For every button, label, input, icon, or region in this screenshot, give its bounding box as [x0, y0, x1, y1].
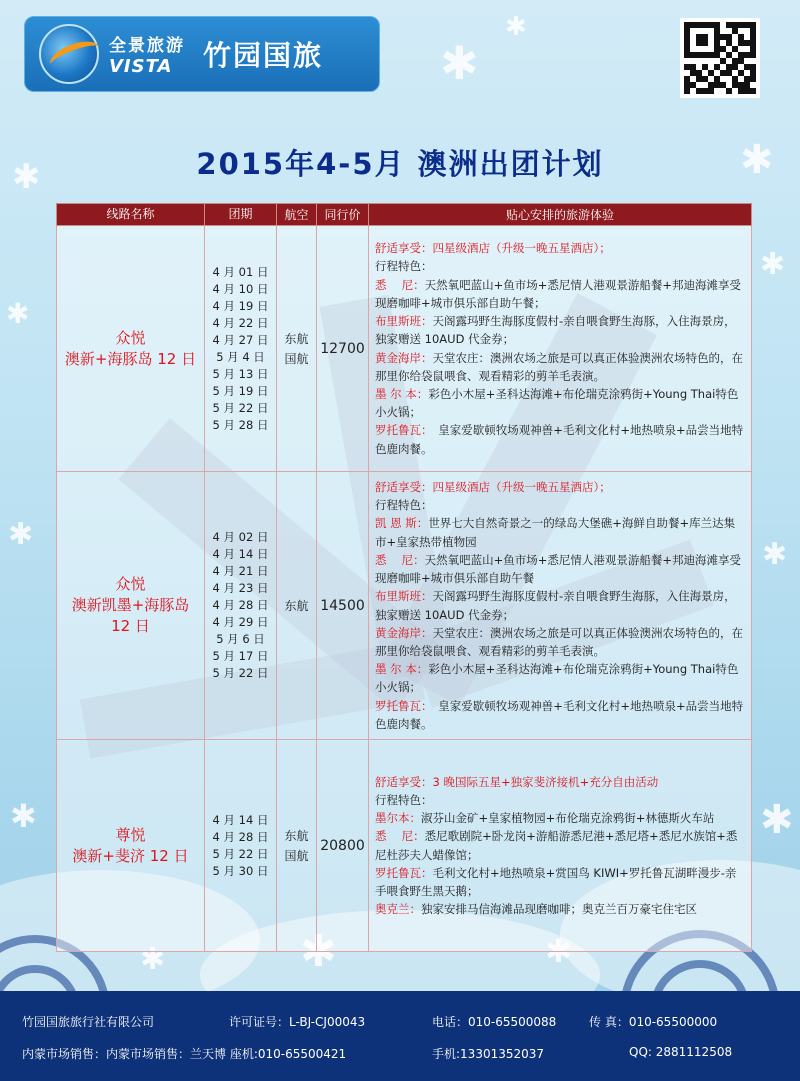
experience-cell [369, 226, 752, 472]
table-row [57, 740, 752, 952]
experience-label: 罗托鲁瓦： [375, 698, 427, 713]
experience-label: 墨 尔 本： [375, 662, 429, 677]
departure-date: 4 月 10 日 [212, 281, 269, 296]
experience-line [375, 421, 745, 457]
experience-text: 行程特色： [375, 498, 433, 513]
column-header-experience: 贴心安排的旅游体验 [369, 204, 752, 226]
tour-schedule-table [56, 203, 752, 952]
experience-line [375, 864, 745, 900]
departure-date: 4 月 19 日 [212, 298, 269, 313]
departure-date: 5 月 30 日 [212, 863, 269, 878]
qr-code-icon [680, 18, 760, 98]
route-name-line: 众悦 [115, 328, 146, 347]
airline-cell [277, 472, 317, 740]
footer-company: 竹园国旅旅行社有限公司 [22, 1015, 155, 1029]
experience-label: 罗托鲁瓦： [375, 423, 427, 438]
experience-text: 淑芬山金矿+皇家植物园+布伦瑞克涂鸦街+林德斯火车站 [421, 811, 715, 826]
experience-label: 黄金海岸： [375, 350, 433, 365]
price-cell: 12700 [317, 226, 369, 472]
departure-date: 5 月 22 日 [212, 666, 269, 680]
experience-text: 皇家爱歇顿牧场观神兽+毛利文化村+地热喷泉+品尝当地特色鹿肉餐。 [375, 698, 744, 731]
column-header-airline: 航空 [277, 204, 317, 226]
table-header-row [57, 204, 752, 226]
experience-label: 布里斯班： [375, 314, 433, 329]
airline-cell [277, 740, 317, 952]
column-header-price: 同行价 [317, 204, 369, 226]
route-name-line: 澳新+海豚岛 12 日 [64, 349, 197, 368]
route-name-cell [57, 472, 205, 740]
logo-chinese-text: 全景旅游 [109, 36, 185, 56]
experience-text: 彩色小木屋+圣科达海滩+布伦瑞克涂鸦街+Young Thai特色小火锅； [375, 386, 739, 420]
experience-label: 舒适享受：四星级酒店（升级一晚五星酒店）； [375, 480, 611, 495]
price-cell: 20800 [317, 740, 369, 952]
route-name-line: 众悦 [115, 575, 146, 593]
experience-line [375, 385, 745, 421]
footer-sales-contact: 内蒙市场销售：内蒙市场销售：兰天博 座机:010-65500421 [22, 1047, 347, 1061]
departure-dates-cell [205, 740, 277, 952]
experience-text: 天然氧吧蓝山+鱼市场+悉尼情人港观景游船餐+邦迪海滩享受现磨咖啡+城市俱乐部自助午餐 [375, 552, 742, 586]
experience-line [375, 239, 745, 257]
experience-line [375, 660, 745, 696]
experience-line [375, 587, 745, 623]
experience-label: 墨尔本： [375, 811, 421, 826]
column-header-dates: 团期 [205, 204, 277, 226]
experience-text: 彩色小木屋+圣科达海滩+布伦瑞克涂鸦街+Young Thai特色小火锅； [375, 662, 739, 695]
departure-date: 4 月 01 日 [212, 264, 269, 279]
experience-line [375, 551, 745, 587]
background-decoration: ✱ ✱ ✱ ✱ ✱ ✱ ✱ ✱ ✱ ✱ ✱ ✱ ✱ [0, 0, 800, 1081]
departure-date: 4 月 27 日 [212, 332, 269, 347]
departure-date: 4 月 14 日 [212, 812, 269, 827]
experience-line [375, 276, 745, 312]
experience-text: 皇家爱歇顿牧场观神兽+毛利文化村+地热喷泉+品尝当地特色鹿肉餐。 [375, 423, 744, 456]
route-name-line: 澳新+斐济 12 日 [72, 846, 189, 865]
experience-label: 布里斯班： [375, 589, 433, 604]
departure-date: 5 月 4 日 [216, 349, 265, 364]
experience-line [375, 809, 745, 827]
experience-line [375, 514, 745, 550]
airline-name: 国航 [284, 351, 309, 366]
airline-name: 东航 [284, 598, 309, 613]
experience-text: 天阁露玛野生海豚度假村-亲自喂食野生海豚，入住海景房，独家赠送 10AUD 代金券； [375, 314, 736, 347]
departure-date: 4 月 21 日 [212, 564, 269, 578]
company-logo [24, 16, 380, 92]
experience-text: 天堂农庄：澳洲农场之旅是可以真正体验澳洲农场特色的，在那里你给袋鼠喂食、观看精彩的剪羊毛表演。 [375, 350, 743, 383]
departure-date: 5 月 13 日 [212, 366, 269, 381]
footer [0, 991, 800, 1081]
experience-label: 悉 尼： [375, 829, 425, 844]
footer-phone: 电话：010-65500088 [432, 1015, 557, 1029]
departure-dates-cell [205, 226, 277, 472]
experience-line [375, 697, 745, 733]
departure-date: 5 月 6 日 [216, 632, 265, 646]
route-name-line: 尊悦 [115, 825, 146, 844]
departure-date: 5 月 19 日 [212, 383, 269, 398]
departure-date: 4 月 29 日 [212, 615, 269, 629]
experience-label: 奥克兰： [375, 902, 421, 917]
experience-line [375, 791, 745, 809]
experience-line [375, 773, 745, 791]
departure-date: 5 月 22 日 [212, 400, 269, 415]
departure-dates-cell [205, 472, 277, 740]
airline-name: 东航 [284, 331, 309, 346]
experience-text: 独家安排马信海滩品现磨咖啡；奥克兰百万豪宅住宅区 [421, 902, 697, 917]
experience-label: 悉 尼： [375, 552, 425, 567]
experience-line [375, 624, 745, 660]
departure-date: 4 月 28 日 [212, 829, 269, 844]
experience-text: 行程特色： [375, 259, 433, 274]
airline-name: 国航 [284, 848, 309, 863]
experience-line [375, 349, 745, 385]
experience-cell [369, 740, 752, 952]
experience-text: 天阁露玛野生海豚度假村-亲自喂食野生海豚，入住海景房，独家赠送 10AUD 代金券； [375, 589, 736, 622]
departure-date: 5 月 17 日 [212, 649, 269, 663]
route-name-cell [57, 226, 205, 472]
footer-qq: QQ: 2881112508 [629, 1045, 733, 1059]
logo-english-text: VISTA [109, 56, 173, 77]
brand-name: 竹园国旅 [203, 39, 324, 72]
departure-date: 4 月 28 日 [212, 598, 269, 612]
experience-line [375, 312, 745, 348]
footer-mobile: 手机:13301352037 [432, 1047, 545, 1061]
route-name-line: 澳新凯墨+海豚岛 [71, 596, 190, 614]
page-title: 2015年4-5月 澳洲出团计划 [196, 147, 604, 181]
experience-text: 行程特色： [375, 792, 433, 807]
departure-date: 5 月 22 日 [212, 846, 269, 861]
departure-date: 5 月 28 日 [212, 417, 269, 432]
experience-line [375, 478, 745, 496]
column-header-route: 线路名称 [57, 204, 205, 226]
globe-logo-icon [39, 24, 99, 84]
price-cell: 14500 [317, 472, 369, 740]
experience-label: 罗托鲁瓦： [375, 865, 433, 880]
table-row [57, 472, 752, 740]
experience-line [375, 827, 745, 863]
footer-license: 许可证号：L-BJ-CJ00043 [229, 1015, 366, 1029]
experience-text: 毛利文化村+地热喷泉+赏国鸟 KIWI+罗托鲁瓦湖畔漫步-亲手喂食野生黑天鹅； [375, 865, 737, 898]
departure-date: 4 月 22 日 [212, 315, 269, 330]
experience-label: 黄金海岸： [375, 625, 433, 640]
footer-fax: 传 真：010-65500000 [589, 1015, 718, 1029]
experience-label: 悉 尼： [375, 277, 425, 292]
departure-date: 4 月 02 日 [212, 530, 269, 544]
departure-date: 4 月 23 日 [212, 581, 269, 595]
experience-text: 天然氧吧蓝山+鱼市场+悉尼情人港观景游船餐+邦迪海滩享受现磨咖啡+城市俱乐部自助午餐； [375, 277, 742, 310]
experience-text: 世界七大自然奇景之一的绿岛大堡礁+海鲜自助餐+库兰达集市+皇家热带植物园 [375, 516, 736, 549]
table-row [57, 226, 752, 472]
airline-cell [277, 226, 317, 472]
experience-cell [369, 472, 752, 740]
experience-label: 凯 恩 斯： [375, 516, 429, 531]
experience-line [375, 257, 745, 275]
experience-label: 舒适享受：3 晚国际五星+独家斐济接机+充分自由活动 [375, 774, 659, 789]
experience-text: 悉尼歌剧院+卧龙岗+游船游悉尼港+悉尼塔+悉尼水族馆+悉尼杜莎夫人蜡像馆； [375, 829, 738, 862]
experience-line [375, 496, 745, 514]
experience-text: 天堂农庄：澳洲农场之旅是可以真正体验澳洲农场特色的，在那里你给袋鼠喂食、观看精彩的剪羊毛表演。 [375, 625, 743, 658]
airline-name: 东航 [284, 828, 309, 843]
departure-date: 4 月 14 日 [212, 547, 269, 561]
route-name-line: 12 日 [111, 617, 150, 635]
experience-line [375, 900, 745, 918]
experience-label: 舒适享受：四星级酒店（升级一晚五星酒店）； [375, 241, 611, 256]
route-name-cell [57, 740, 205, 952]
experience-label: 墨 尔 本： [375, 386, 429, 401]
